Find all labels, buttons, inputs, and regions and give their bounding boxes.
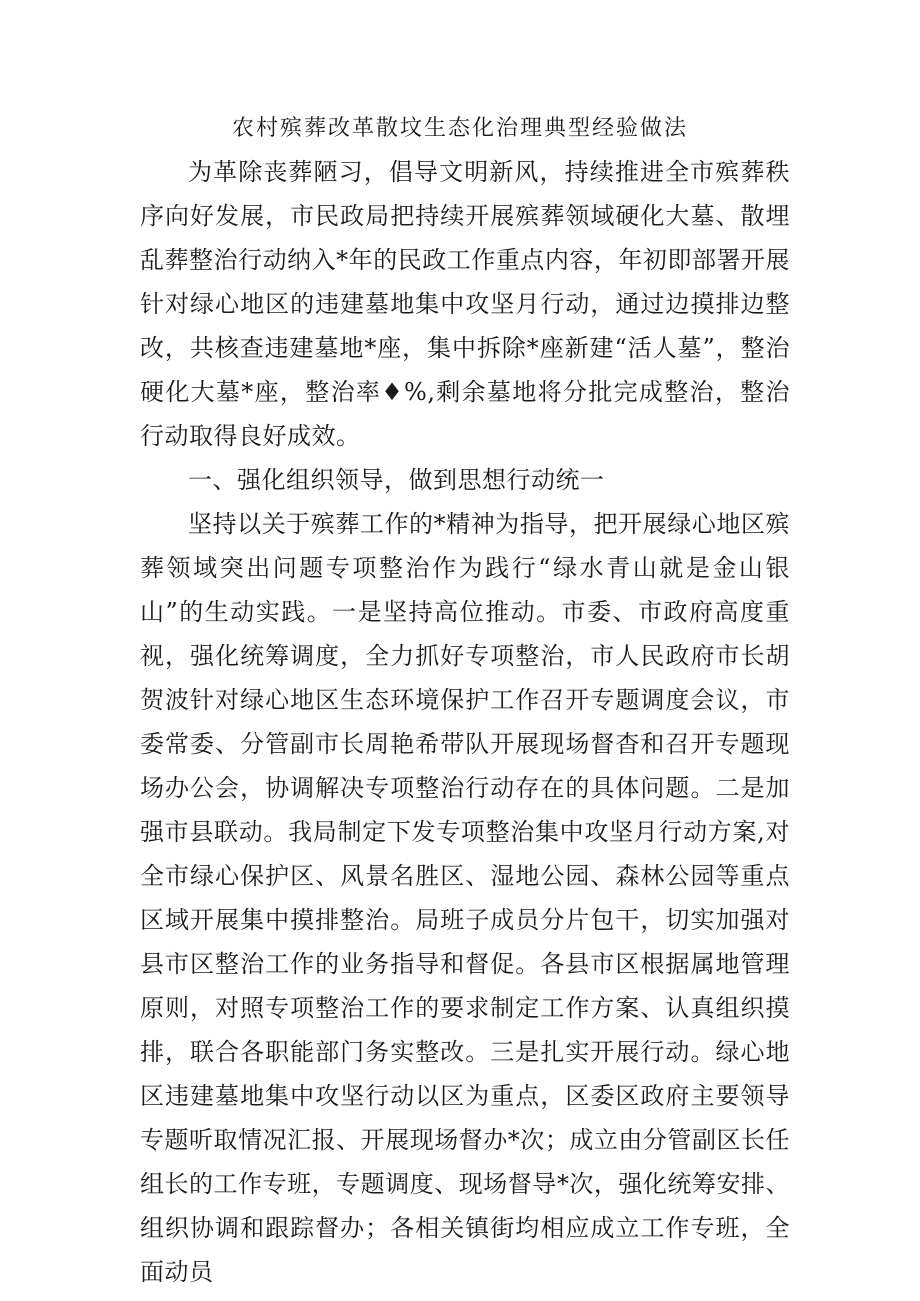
document-title: 农村殡葬改革散坟生态化治理典型经验做法	[231, 116, 688, 141]
document-body	[140, 150, 790, 1294]
section-heading: 一、强化组织领导，做到思想行动统一	[188, 466, 605, 494]
paragraph-intro: 为革除丧葬陋习，倡导文明新风，持续推进全市殡葬秩序向好发展，市民政局把持续开展殡葬领域硬化大墓、散埋乱葬整治行动纳入*年的民政工作重点内容，年初即部署开展针对绿心地区的违建墓地集中攻坚月行动，通过边摸排边整改，共核查违建墓地*座，集中拆除*座新建“活人墓”，整治硬化大墓*座，整治率♦%,剩余墓地将分批完成整治，整治行动取得良好成效。	[140, 158, 790, 450]
paragraph-section-one: 坚持以关于殡葬工作的*精神为指导，把开展绿心地区殡葬领域突出问题专项整治作为践行“绿水青山就是金山银山”的生动实践。一是坚持高位推动。市委、市政府高度重视，强化统筹调度，全力抓好专项整治，市人民政府市长胡贺波针对绿心地区生态环境保护工作召开专题调度会议，市委常委、分管副市长周艳希带队开展现场督杳和召开专题现场办公会，协调解决专项整治行动存在的具体问题。二是加强市县联动。我局制定下发专项整治集中攻坚月行动方案,对全市绿心保护区、风景名胜区、湿地公园、森林公园等重点区域开展集中摸排整治。局班子成员分片包干，切实加强对县市区整治工作的业务指导和督促。各县市区根据属地管理原则，对照专项整治工作的要求制定工作方案、认真组织摸排，联合各职能部门务实整改。三是扎实开展行动。绿心地区违建墓地集中攻坚行动以区为重点，区委区政府主要领导专题听取情况汇报、开展现场督办*次；成立由分管副区长任组长的工作专班，专题调度、现场督导*次，强化统筹安排、组织协调和跟踪督办；各相关镇街均相应成立工作专班，全面动员	[140, 510, 790, 1286]
